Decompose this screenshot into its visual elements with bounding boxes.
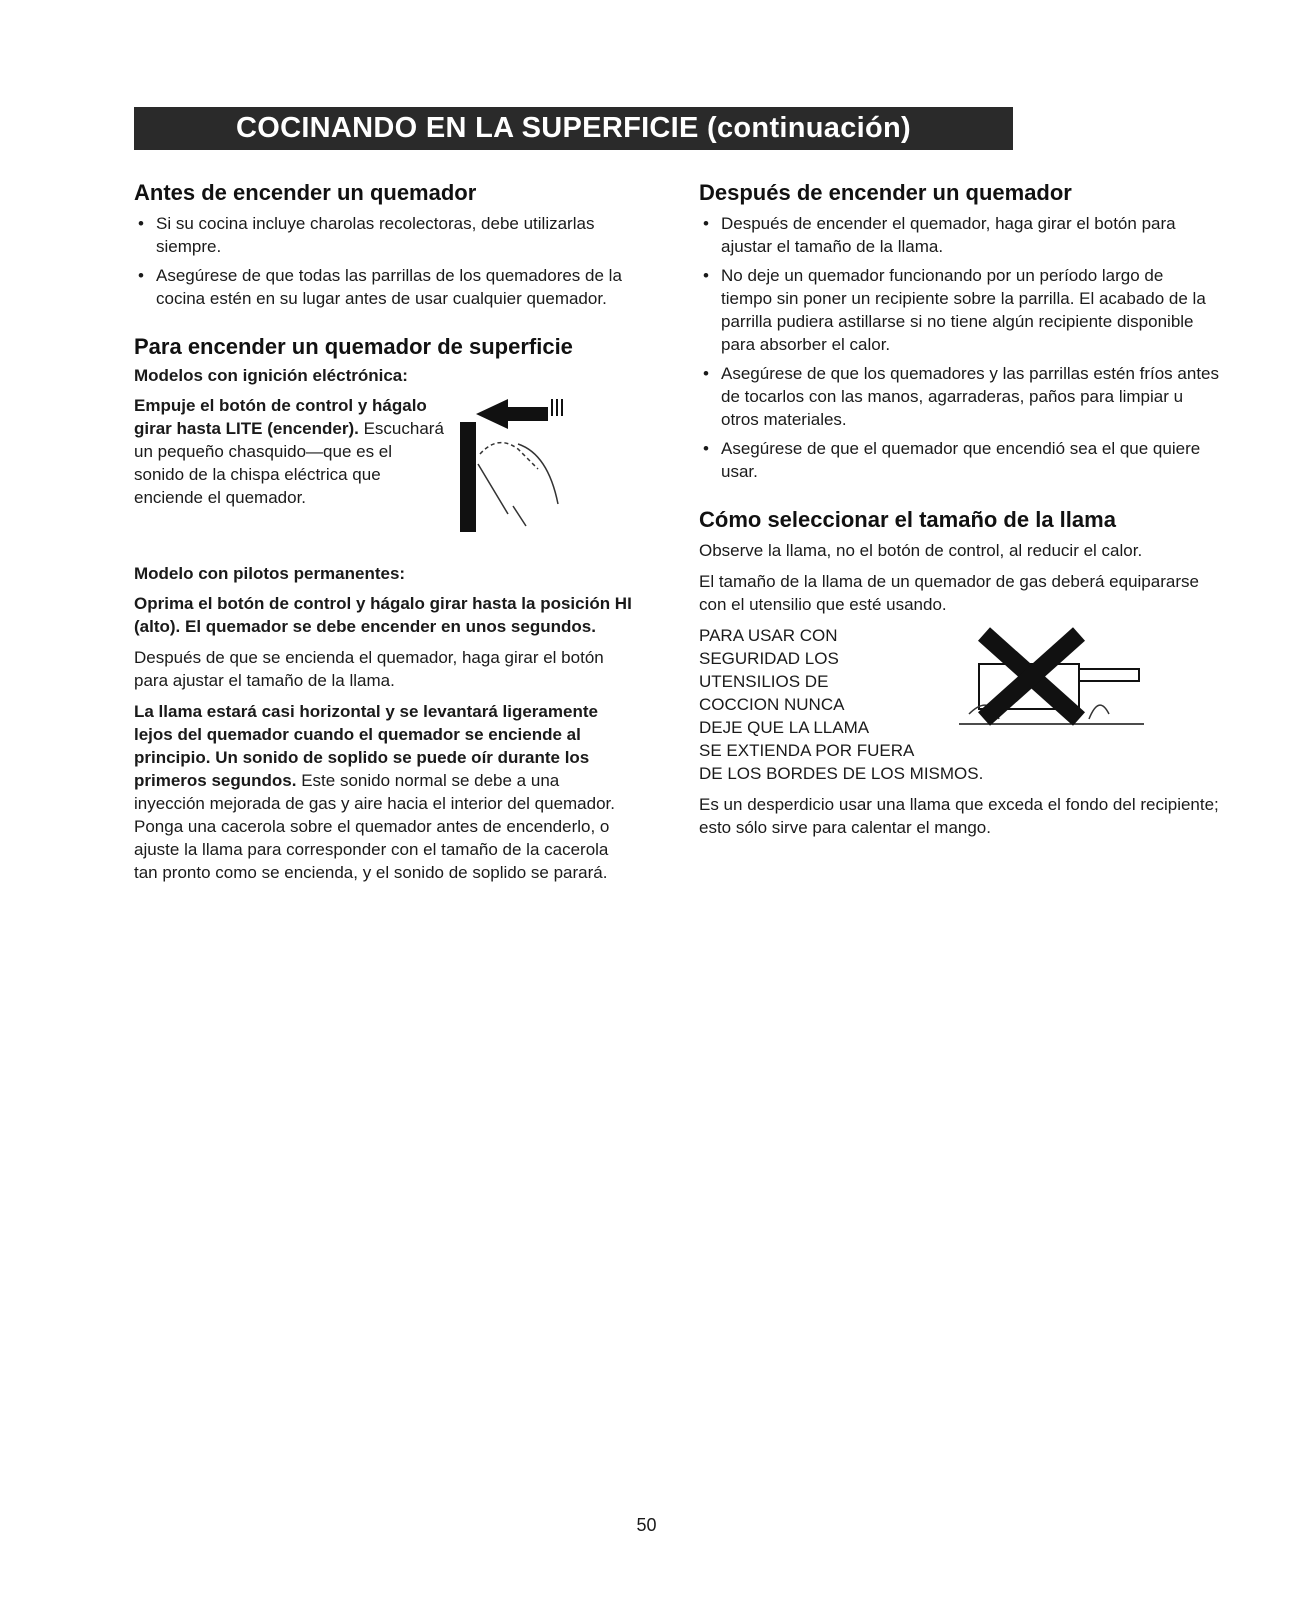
section-banner — [134, 107, 1013, 150]
caution-tail — [699, 739, 1219, 785]
caution-text — [699, 624, 939, 739]
after-heading: Después de encender un quemador — [699, 180, 1072, 205]
caution-line: UTENSILIOS DE — [699, 672, 829, 691]
caution-line: COCCION NUNCA — [699, 695, 845, 714]
ignite-bold: Empuje el botón de control y hágalo girar hasta LITE (encender). — [134, 396, 427, 438]
flame-p2: El tamaño de la llama de un quemador de gas deberá equipararse con el utensilio que esté usando. — [699, 572, 1199, 614]
light-burner-section — [134, 334, 634, 884]
ignite-block — [134, 394, 634, 534]
before-heading: Antes de encender un quemador — [134, 180, 477, 205]
pilot-bold: Oprima el botón de control y hágalo girar hasta la posición HI (alto). El quemador se debe encender en unos segundos. — [134, 594, 632, 636]
ignite-text — [134, 394, 444, 534]
electronic-label: Modelos con ignición eléctrónica: — [134, 366, 408, 385]
before-lighting-section — [134, 180, 634, 310]
flame-size-heading: Cómo seleccionar el tamaño de la llama — [699, 507, 1116, 532]
ignite-desc: Escuchará un pequeño chasquido—que es el sonido de la chispa eléctrica que enciende el quemador. — [134, 419, 444, 507]
list-item: • Si su cocina incluye charolas recolectoras, debe utilizarlas siempre. — [134, 212, 634, 258]
caution-line: PARA USAR CON — [699, 626, 838, 645]
banner-title: COCINANDO EN LA SUPERFICIE (continuación) — [235, 112, 911, 144]
list-item: • Asegúrese de que el quemador que encendió sea el que quiere usar. — [699, 437, 1219, 483]
list-item: • Asegúrese de que todas las parrillas de los quemadores de la cocina estén en su lugar antes de usar cualquier quemador. — [134, 264, 634, 310]
after-bullets — [699, 212, 1219, 483]
list-item: • No deje un quemador funcionando por un período largo de tiempo sin poner un recipiente sobre la parrilla. El acabado de la parrilla pudiera astillarse si no tiene algún recipiente disponible para absorber el calor. — [699, 264, 1219, 356]
caution-line: DEJE QUE LA LLAMA — [699, 718, 870, 737]
flame-text: Este sonido normal se debe a una inyección mejorada de gas y aire hacia el interior del quemador. Ponga una cacerola sobre el quemador antes de encenderlo, o ajuste la llama para corresponder con el tamaño de la cacerola tan pronto como se encienda, y el sonido de soplido se parará. — [134, 771, 615, 882]
pilot-text: Después de que se encienda el quemador, haga girar el botón para ajustar el tamaño de la llama. — [134, 648, 604, 690]
caution-line: SEGURIDAD LOS — [699, 649, 839, 668]
after-lighting-section — [699, 180, 1219, 483]
pilot-label: Modelo con pilotos permanentes: — [134, 564, 406, 583]
flame-p3: Es un desperdicio usar una llama que exceda el fondo del recipiente; esto sólo sirve para calentar el mango. — [699, 795, 1219, 837]
caution-line: DE LOS BORDES DE LOS MISMOS. — [699, 764, 984, 783]
light-heading: Para encender un quemador de superficie — [134, 334, 573, 359]
caution-line: SE EXTIENDA POR FUERA — [699, 741, 915, 760]
caution-block — [699, 624, 1219, 739]
list-item: • Asegúrese de que los quemadores y las parrillas estén fríos antes de tocarlos con las manos, agarraderas, paños para limpiar u otros materiales. — [699, 362, 1219, 431]
before-bullets — [134, 212, 634, 310]
flame-paragraph — [134, 700, 634, 884]
knob-push-illustration — [458, 394, 618, 534]
flame-p1: Observe la llama, no el botón de control, al reducir el calor. — [699, 541, 1143, 560]
page-number: 50 — [636, 1515, 657, 1535]
flame-bold: La llama estará casi horizontal y se levantará ligeramente lejos del quemador cuando el quemador se enciende al principio. Un sonido de soplido se puede oír durante los primeros segundos. — [134, 702, 598, 790]
left-column — [134, 180, 634, 908]
flame-size-section — [699, 507, 1219, 839]
crossed-pan-illustration — [949, 624, 1149, 734]
right-column — [699, 180, 1219, 863]
list-item: • Después de encender el quemador, haga girar el botón para ajustar el tamaño de la llama. — [699, 212, 1219, 258]
